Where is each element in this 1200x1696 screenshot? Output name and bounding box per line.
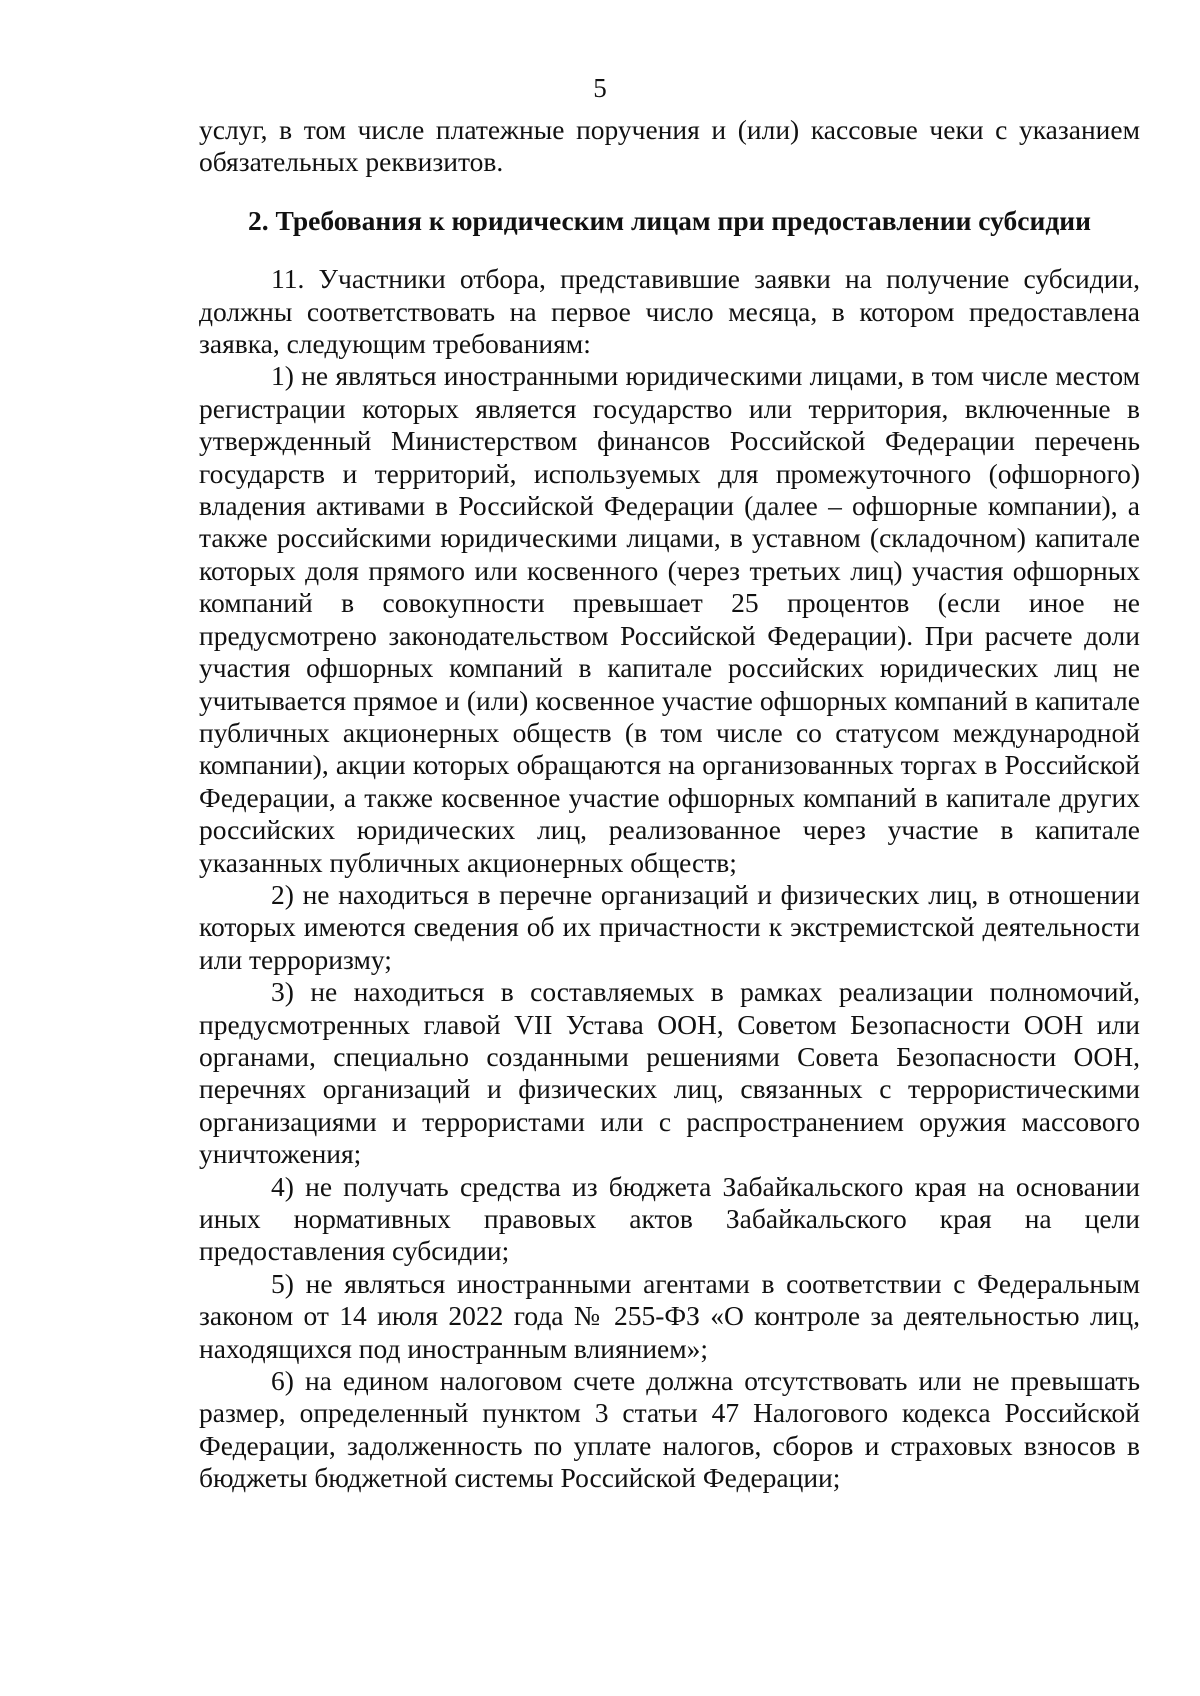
requirement-5: 5) не являться иностранными агентами в соответствии с Федеральным законом от 14 июля 2022 года № 255-ФЗ «О контроле за деятельностью лиц, находящихся под иностранным влиянием»; [199, 1267, 1140, 1364]
requirement-3: 3) не находиться в составляемых в рамках реализации полномочий, предусмотренных главой VII Устава ООН, Советом Безопасности ООН или органами, специально созданными решениями Совета Безопасности ООН, перечнях организаций и физических лиц, связанных с террористическими организациями и террористами или с распространением оружия массового уничтожения; [199, 976, 1140, 1170]
page-number: 5 [593, 73, 607, 103]
requirement-4: 4) не получать средства из бюджета Забайкальского края на основании иных нормативных правовых актов Забайкальского края на цели предоставления субсидии; [199, 1170, 1140, 1267]
requirement-6: 6) на едином налоговом счете должна отсутствовать или не превышать размер, определенный пунктом 3 статьи 47 Налогового кодекса Российской Федерации, задолженность по уплате налогов, сборов и страховых взносов в бюджеты бюджетной системы Российской Федерации; [199, 1365, 1140, 1494]
requirement-2: 2) не находиться в перечне организаций и физических лиц, в отношении которых имеются сведения об их причастности к экстремистской деятельности или терроризму; [199, 878, 1140, 975]
document-body [199, 114, 1140, 1495]
requirement-1: 1) не являться иностранными юридическими лицами, в том числе местом регистрации которых является государство или территория, включенные в утвержденный Министерством финансов Российской Федерации перечень государств и территорий, используемых для промежуточного (офшорного) владения активами в Российской Федерации (далее – офшорные компании), а также российскими юридическими лицами, в уставном (складочном) капитале которых доля прямого или косвенного (через третьих лиц) участия офшорных компаний в совокупности превышает 25 процентов (если иное не предусмотрено законодательством Российской Федерации). При расчете доли участия офшорных компаний в капитале российских юридических лиц не учитывается прямое и (или) косвенное участие офшорных компаний в капитале публичных акционерных обществ (в том числе со статусом международной компании), акции которых обращаются на организованных торгах в Российской Федерации, а также косвенное участие офшорных компаний в капитале других российских юридических лиц, реализованное через участие в капитале указанных публичных акционерных обществ; [199, 360, 1140, 878]
paragraph-11: 11. Участники отбора, представившие заявки на получение субсидии, должны соответствовать на первое число месяца, в котором предоставлена заявка, следующим требованиям: [199, 263, 1140, 360]
section-heading: 2. Требования к юридическим лицам при предоставлении субсидии [248, 204, 1091, 236]
intro-paragraph: услуг, в том числе платежные поручения и (или) кассовые чеки с указанием обязательных реквизитов. [199, 114, 1140, 178]
